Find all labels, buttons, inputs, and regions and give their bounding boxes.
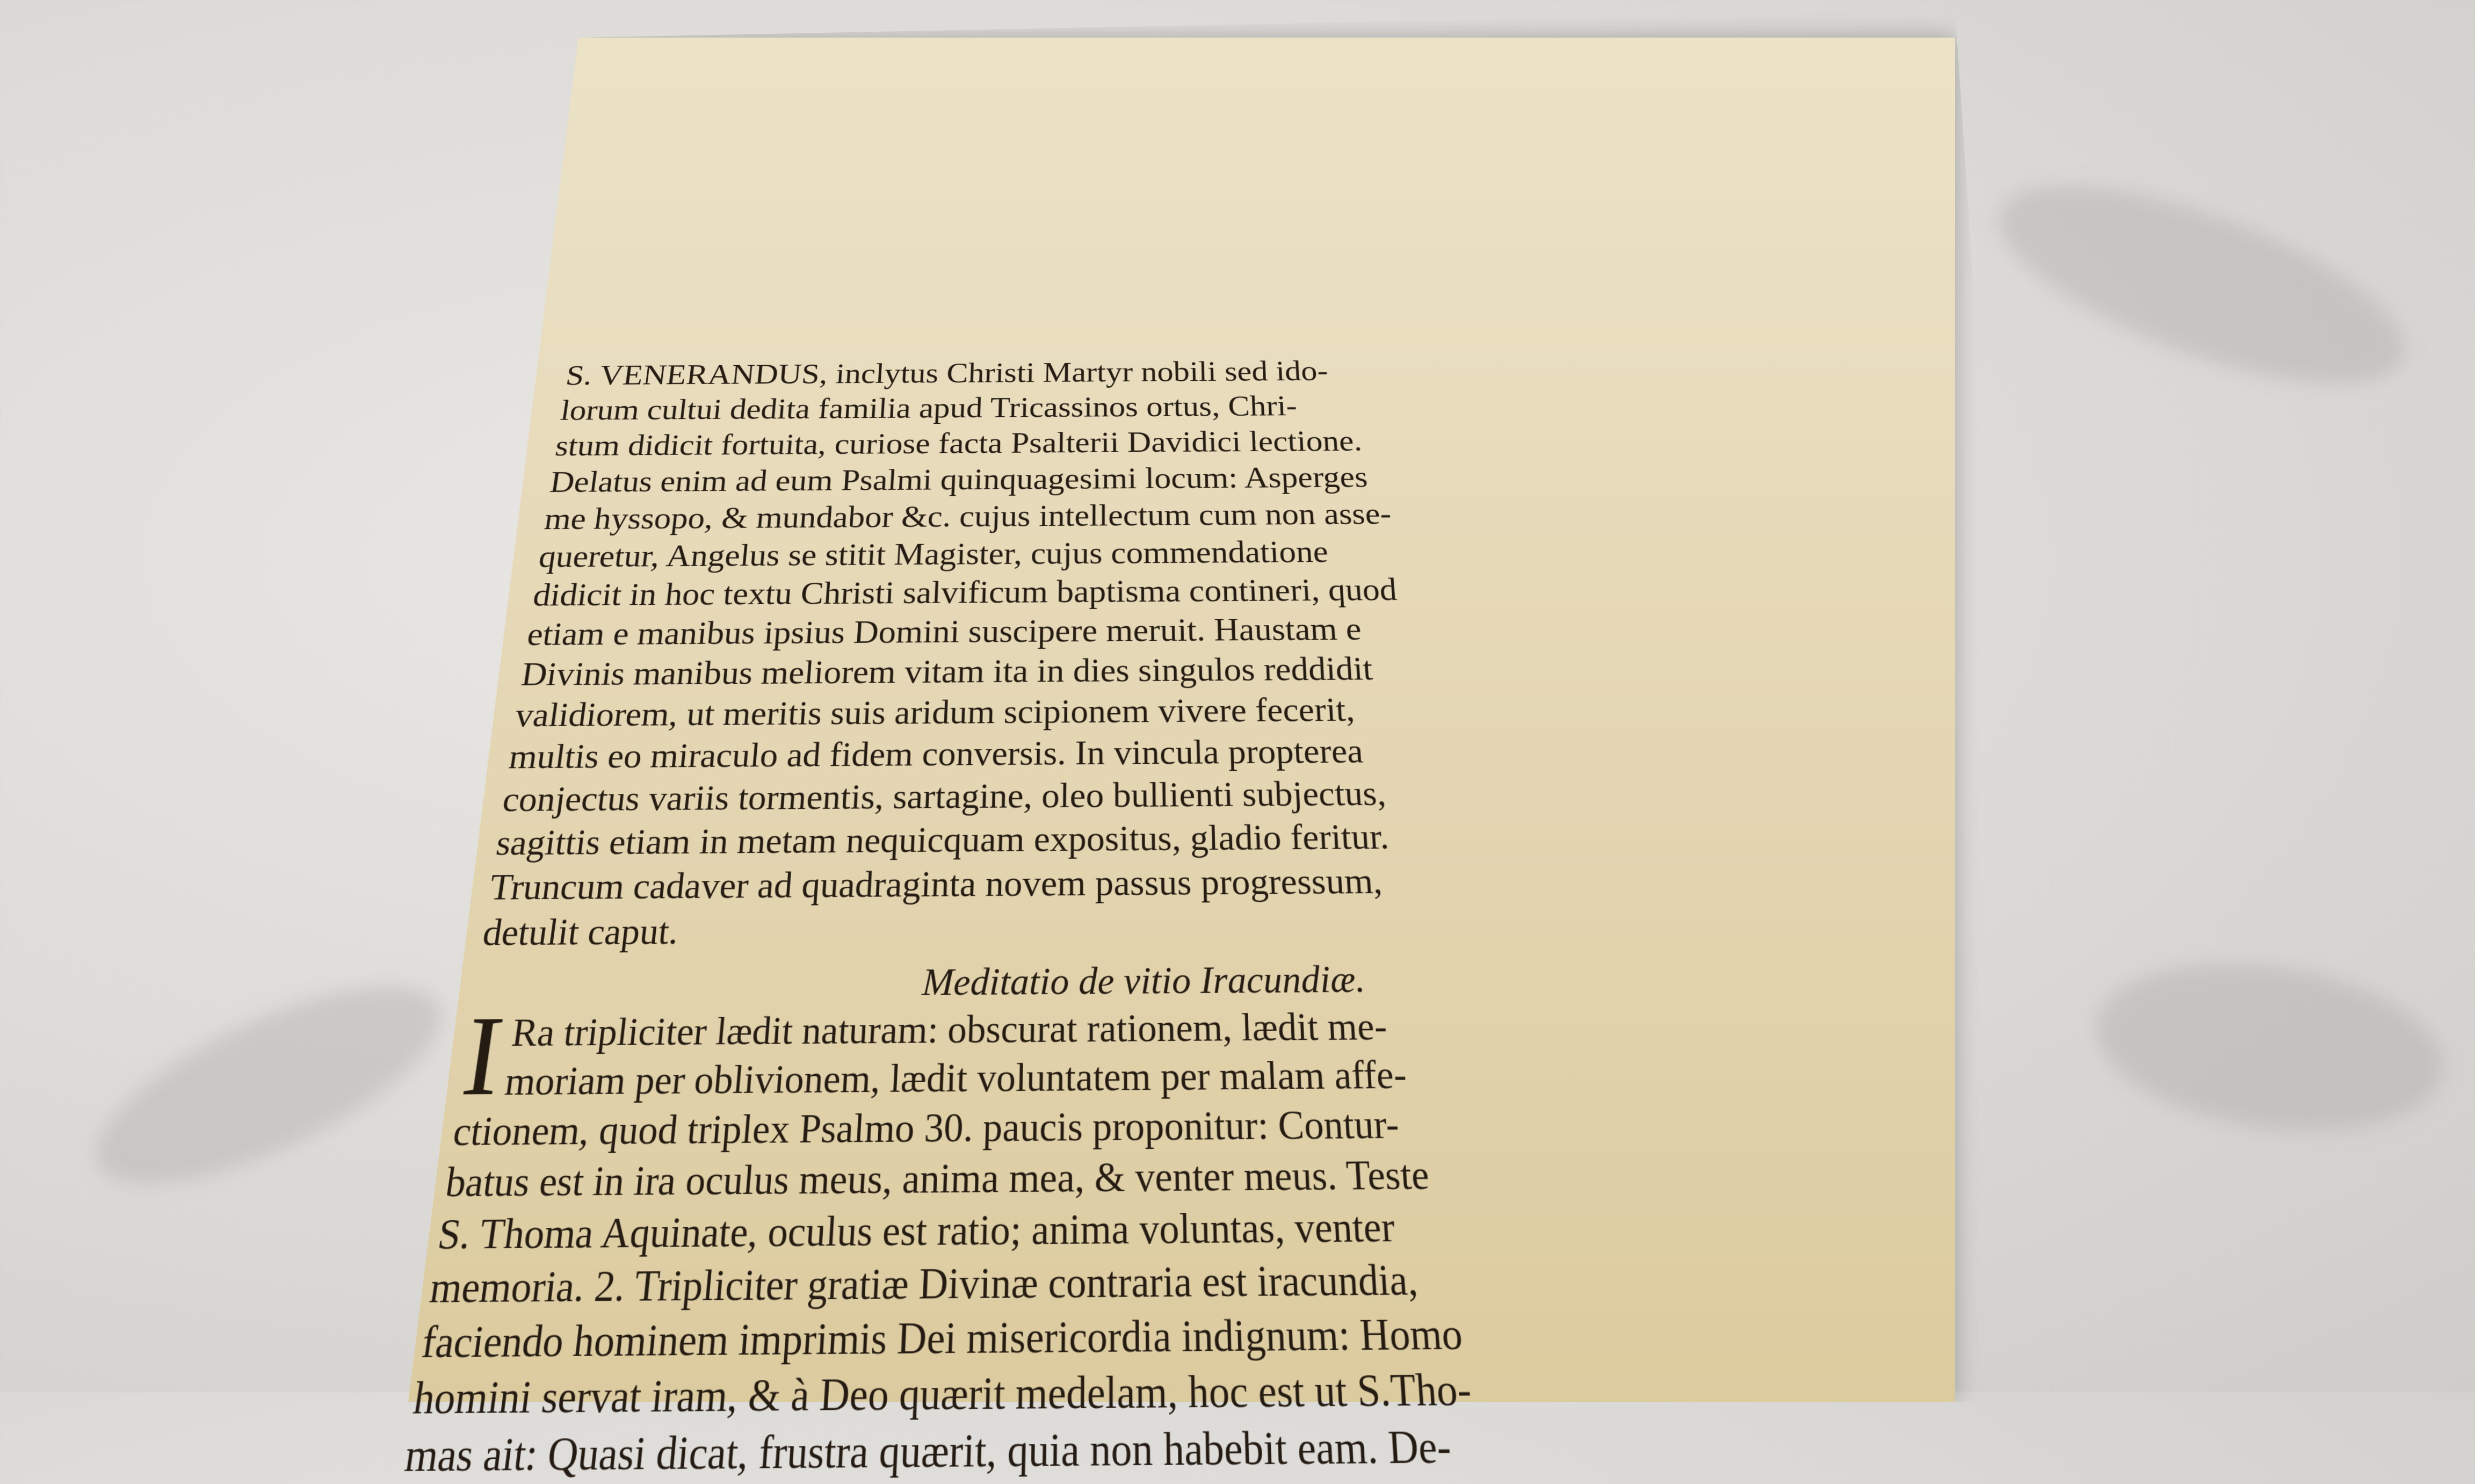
text-line: faciendo hominem imprimis Dei misericordia indignum: Homo xyxy=(418,1308,1464,1367)
text-line: moriam per oblivionem, lædit voluntatem per malam affe- xyxy=(502,1052,1408,1104)
text-line: validiorem, ut meritis suis aridum scipionem vivere fecerit, xyxy=(512,690,1356,734)
text-line: me hyssopo, & mundabor &c. cujus intellectum cum non asse- xyxy=(542,496,1393,536)
marble-vein xyxy=(2085,943,2453,1152)
marble-vein xyxy=(1977,146,2428,424)
paragraph-iracundia xyxy=(401,993,1892,1484)
text-line: memoria. 2. Tripliciter gratiæ Divinæ contraria est iracundia, xyxy=(426,1255,1420,1312)
paragraph-venerandus xyxy=(480,351,1805,955)
text-line: conjectus variis tormentis, sartagine, oleo bullienti subjectus, xyxy=(500,773,1387,819)
text-line: S. VENERANDUS, inclytus Christi Martyr nobili sed ido- xyxy=(563,354,1329,392)
text-line: ctionem, quod triplex Psalmo 30. paucis proponitur: Contur- xyxy=(450,1101,1401,1154)
text-line: Truncum cadaver ad quadraginta novem passus progressum, xyxy=(487,860,1384,908)
text-line: detulit caput. xyxy=(480,910,681,954)
text-line: batus est in ira oculus meus, anima mea, & venter meus. Teste xyxy=(443,1151,1431,1206)
text-line: Ra tripliciter lædit naturam: obscurat rationem, lædit me- xyxy=(509,1004,1388,1055)
drop-cap: I xyxy=(455,993,510,1120)
text-line: multis eo miraculo ad fidem conversis. In vincula propterea xyxy=(506,732,1364,776)
text-line: mas ait: Quasi dicat, frustra quærit, quia non habebit eam. De- xyxy=(402,1420,1453,1482)
text-line: Divinis manibus meliorem vitam ita in dies singulos reddidit xyxy=(519,650,1374,693)
text-line: S. Thoma Aquinate, oculus est ratio; anima voluntas, venter xyxy=(435,1203,1396,1258)
text-line: queretur, Angelus se stitit Magister, cujus commendatione xyxy=(537,534,1329,574)
text-line: didicit in hoc textu Christi salvificum baptisma contineri, quod xyxy=(531,571,1398,613)
text-line: homini servat iram, & à Deo quærit medelam, hoc est ut S.Tho- xyxy=(410,1363,1473,1424)
text-line: Delatus enim ad eum Psalmi quinquagesimi locum: Asperges xyxy=(548,460,1369,499)
text-line: stum didicit fortuita, curiose facta Psalterii Davidici lectione. xyxy=(553,424,1363,462)
page-text xyxy=(401,351,1892,1484)
text-line: lorum cultui dedita familia apud Tricassinos ortus, Chri- xyxy=(559,389,1298,426)
text-line: etiam e manibus ipsius Domini suscipere meruit. Haustam e xyxy=(525,610,1363,653)
section-heading: Meditatio de vitio Iracundiæ. xyxy=(921,957,1366,1004)
text-line: sagittis etiam in metam nequicquam expositus, gladio feritur. xyxy=(494,816,1390,863)
marble-vein xyxy=(71,947,466,1222)
